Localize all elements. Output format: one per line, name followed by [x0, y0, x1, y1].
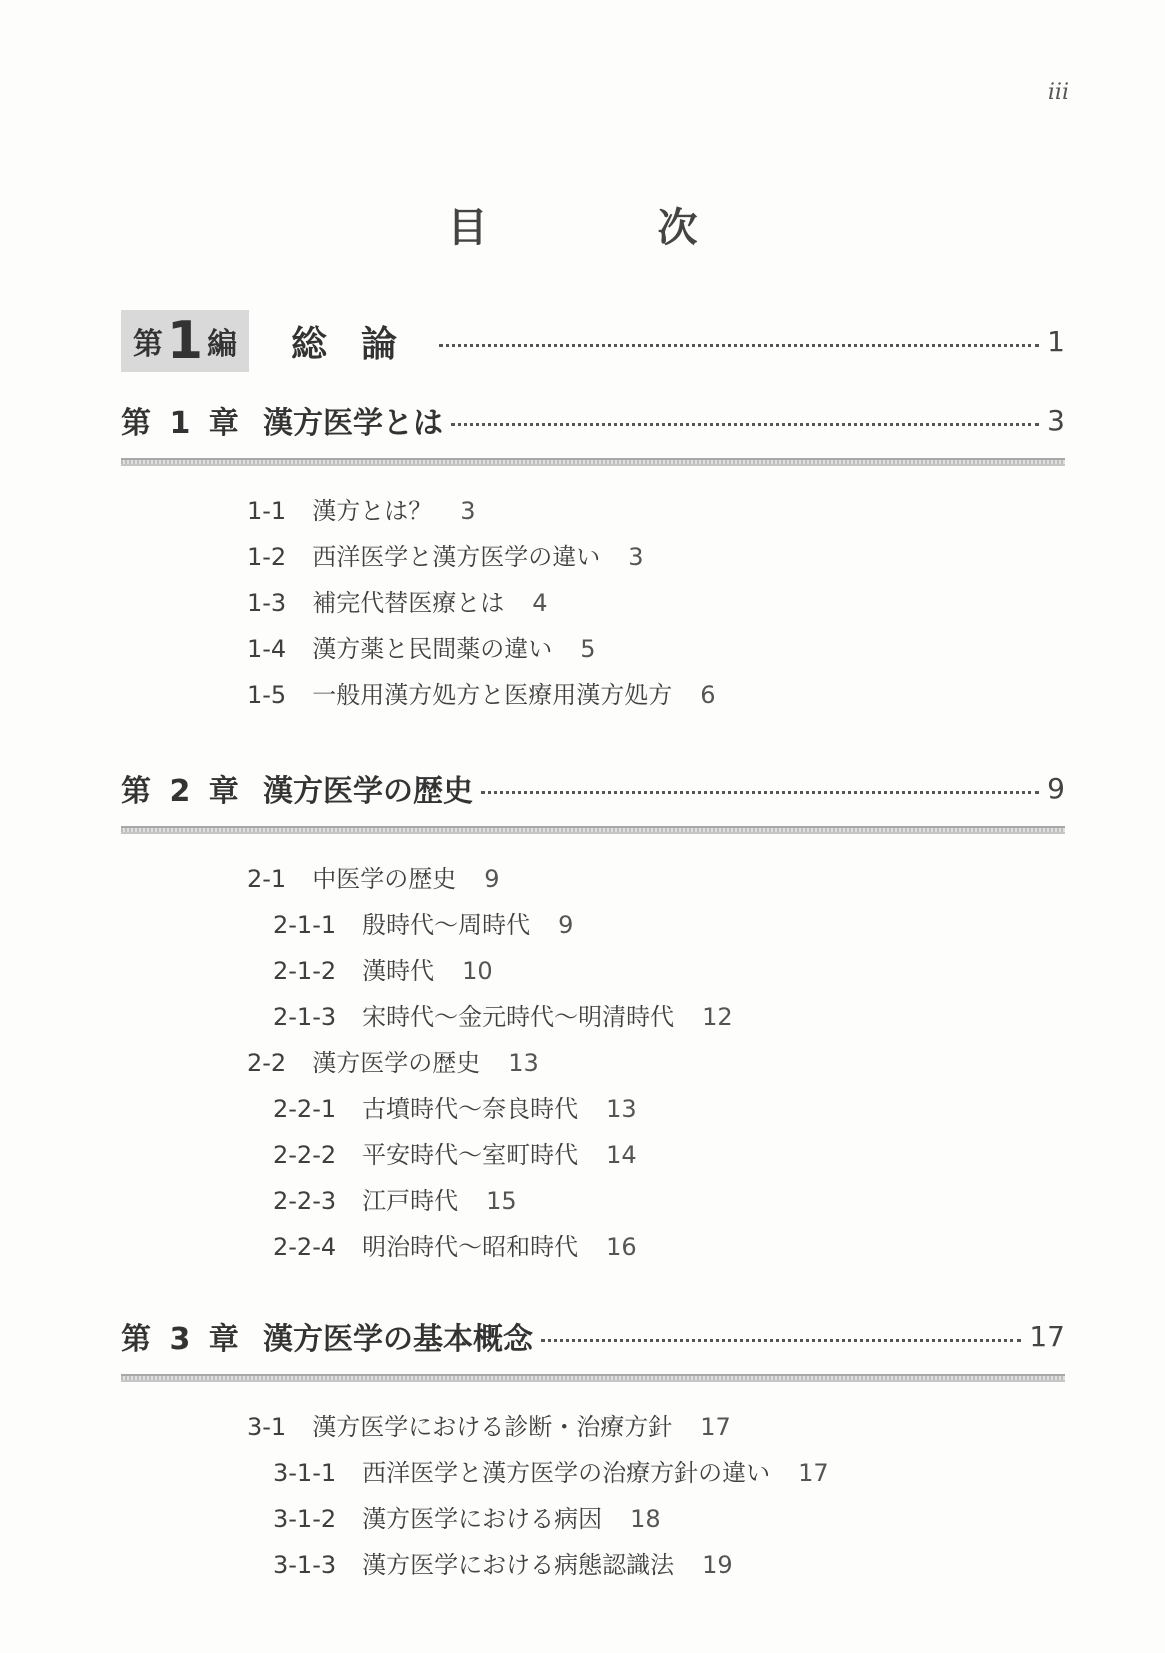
- toc-entry: [121, 534, 1065, 580]
- toc-entry: [121, 994, 1065, 1040]
- toc-entry: [121, 488, 1065, 534]
- entry-page: 5: [580, 635, 596, 663]
- entry-page: 15: [486, 1187, 517, 1215]
- entry-title: 明治時代～昭和時代: [362, 1233, 579, 1261]
- part-label-pre: 第: [132, 327, 163, 362]
- toc-entry: [121, 1404, 1065, 1450]
- entry-number: 2-1-3: [273, 1003, 337, 1031]
- entry-number: 2-1: [247, 865, 287, 893]
- part-label-post: 編: [207, 327, 238, 362]
- toc-entry: [121, 1542, 1065, 1588]
- chapter-label: 第 1 章: [121, 406, 243, 441]
- entry-page: 10: [462, 957, 493, 985]
- chapter-heading: [121, 396, 1065, 444]
- entry-page: 17: [798, 1459, 829, 1487]
- leader-dots: [541, 1339, 1021, 1342]
- chapter-title: 漢方医学の基本概念: [263, 1322, 533, 1357]
- entry-number: 1-3: [247, 589, 287, 617]
- toc-entry: [121, 856, 1065, 902]
- part-label-num: 1: [166, 311, 204, 371]
- entry-number: 3-1-2: [273, 1505, 337, 1533]
- chapter-rule: [121, 826, 1065, 834]
- toc-entry: [121, 1178, 1065, 1224]
- entry-title: 漢方医学における病因: [362, 1505, 603, 1533]
- toc-title: 目次: [447, 205, 868, 251]
- part-page: 1: [1047, 324, 1065, 358]
- entry-number: 2-1-2: [273, 957, 337, 985]
- entry-title: 補完代替医療とは: [312, 589, 505, 617]
- toc-entry: [121, 902, 1065, 948]
- chapter-title: 漢方医学の歴史: [263, 774, 473, 809]
- entry-title: 漢方医学における診断・治療方針: [312, 1413, 673, 1441]
- entry-list: [121, 856, 1065, 1270]
- entry-page: 19: [702, 1551, 733, 1579]
- entry-title: 殷時代～周時代: [362, 911, 531, 939]
- chapter-heading: [121, 764, 1065, 812]
- entry-page: 13: [606, 1095, 637, 1123]
- toc-entry: [121, 1086, 1065, 1132]
- entry-page: 18: [630, 1505, 661, 1533]
- entry-page: 16: [606, 1233, 637, 1261]
- entry-number: 1-2: [247, 543, 287, 571]
- chapter-3: [121, 1312, 1065, 1588]
- entry-title: 漢方とは？: [312, 497, 433, 525]
- entry-page: 6: [700, 681, 716, 709]
- leader-dots: [481, 791, 1039, 794]
- entry-number: 2-2-4: [273, 1233, 337, 1261]
- entry-title: 西洋医学と漢方医学の治療方針の違い: [362, 1459, 771, 1487]
- toc-entry: [121, 1450, 1065, 1496]
- chapter-2: [121, 764, 1065, 1270]
- entry-number: 2-2: [247, 1049, 287, 1077]
- entry-title: 江戸時代: [362, 1187, 459, 1215]
- entry-title: 漢時代: [362, 957, 435, 985]
- entry-number: 3-1-3: [273, 1551, 337, 1579]
- page-number: iii: [1047, 80, 1069, 105]
- chapter-label: 第 3 章: [121, 1322, 243, 1357]
- entry-page: 4: [532, 589, 548, 617]
- chapter-heading: [121, 1312, 1065, 1360]
- entry-number: 2-2-2: [273, 1141, 337, 1169]
- entry-number: 2-1-1: [273, 911, 337, 939]
- entry-title: 漢方薬と民間薬の違い: [312, 635, 553, 663]
- entry-number: 1-5: [247, 681, 287, 709]
- toc-entry: [121, 580, 1065, 626]
- entry-page: 9: [484, 865, 500, 893]
- entry-title: 平安時代～室町時代: [362, 1141, 579, 1169]
- entry-title: 古墳時代～奈良時代: [362, 1095, 579, 1123]
- entry-page: 9: [558, 911, 574, 939]
- entry-number: 3-1-1: [273, 1459, 337, 1487]
- toc-entry: [121, 1224, 1065, 1270]
- entry-title: 西洋医学と漢方医学の違い: [312, 543, 601, 571]
- entry-list: [121, 1404, 1065, 1588]
- entry-number: 1-4: [247, 635, 287, 663]
- entry-page: 17: [700, 1413, 731, 1441]
- entry-page: 12: [702, 1003, 733, 1031]
- entry-number: 2-2-1: [273, 1095, 337, 1123]
- chapter-page: 9: [1047, 771, 1065, 805]
- toc-entry: [121, 1132, 1065, 1178]
- entry-page: 3: [460, 497, 476, 525]
- entry-page: 13: [508, 1049, 539, 1077]
- chapter-rule: [121, 458, 1065, 466]
- part-title: 総論: [291, 323, 432, 365]
- chapter-page: 3: [1047, 403, 1065, 437]
- entry-title: 宋時代～金元時代～明清時代: [362, 1003, 675, 1031]
- entry-title: 中医学の歴史: [312, 865, 457, 893]
- part-heading: [121, 310, 1065, 372]
- toc-entry: [121, 1496, 1065, 1542]
- part-badge: [121, 310, 249, 372]
- chapter-title: 漢方医学とは: [263, 406, 443, 441]
- chapter-rule: [121, 1374, 1065, 1382]
- toc-entry: [121, 1040, 1065, 1086]
- chapter-label: 第 2 章: [121, 774, 243, 809]
- entry-list: [121, 488, 1065, 718]
- toc-entry: [121, 626, 1065, 672]
- toc-entry: [121, 948, 1065, 994]
- entry-number: 3-1: [247, 1413, 287, 1441]
- leader-dots: [439, 344, 1039, 347]
- entry-page: 3: [628, 543, 644, 571]
- chapter-1: [121, 396, 1065, 718]
- entry-title: 漢方医学における病態認識法: [362, 1551, 675, 1579]
- entry-number: 2-2-3: [273, 1187, 337, 1215]
- entry-title: 漢方医学の歴史: [312, 1049, 481, 1077]
- leader-dots: [451, 423, 1039, 426]
- entry-number: 1-1: [247, 497, 287, 525]
- entry-title: 一般用漢方処方と医療用漢方処方: [312, 681, 673, 709]
- toc-entry: [121, 672, 1065, 718]
- entry-page: 14: [606, 1141, 637, 1169]
- chapter-page: 17: [1029, 1319, 1065, 1353]
